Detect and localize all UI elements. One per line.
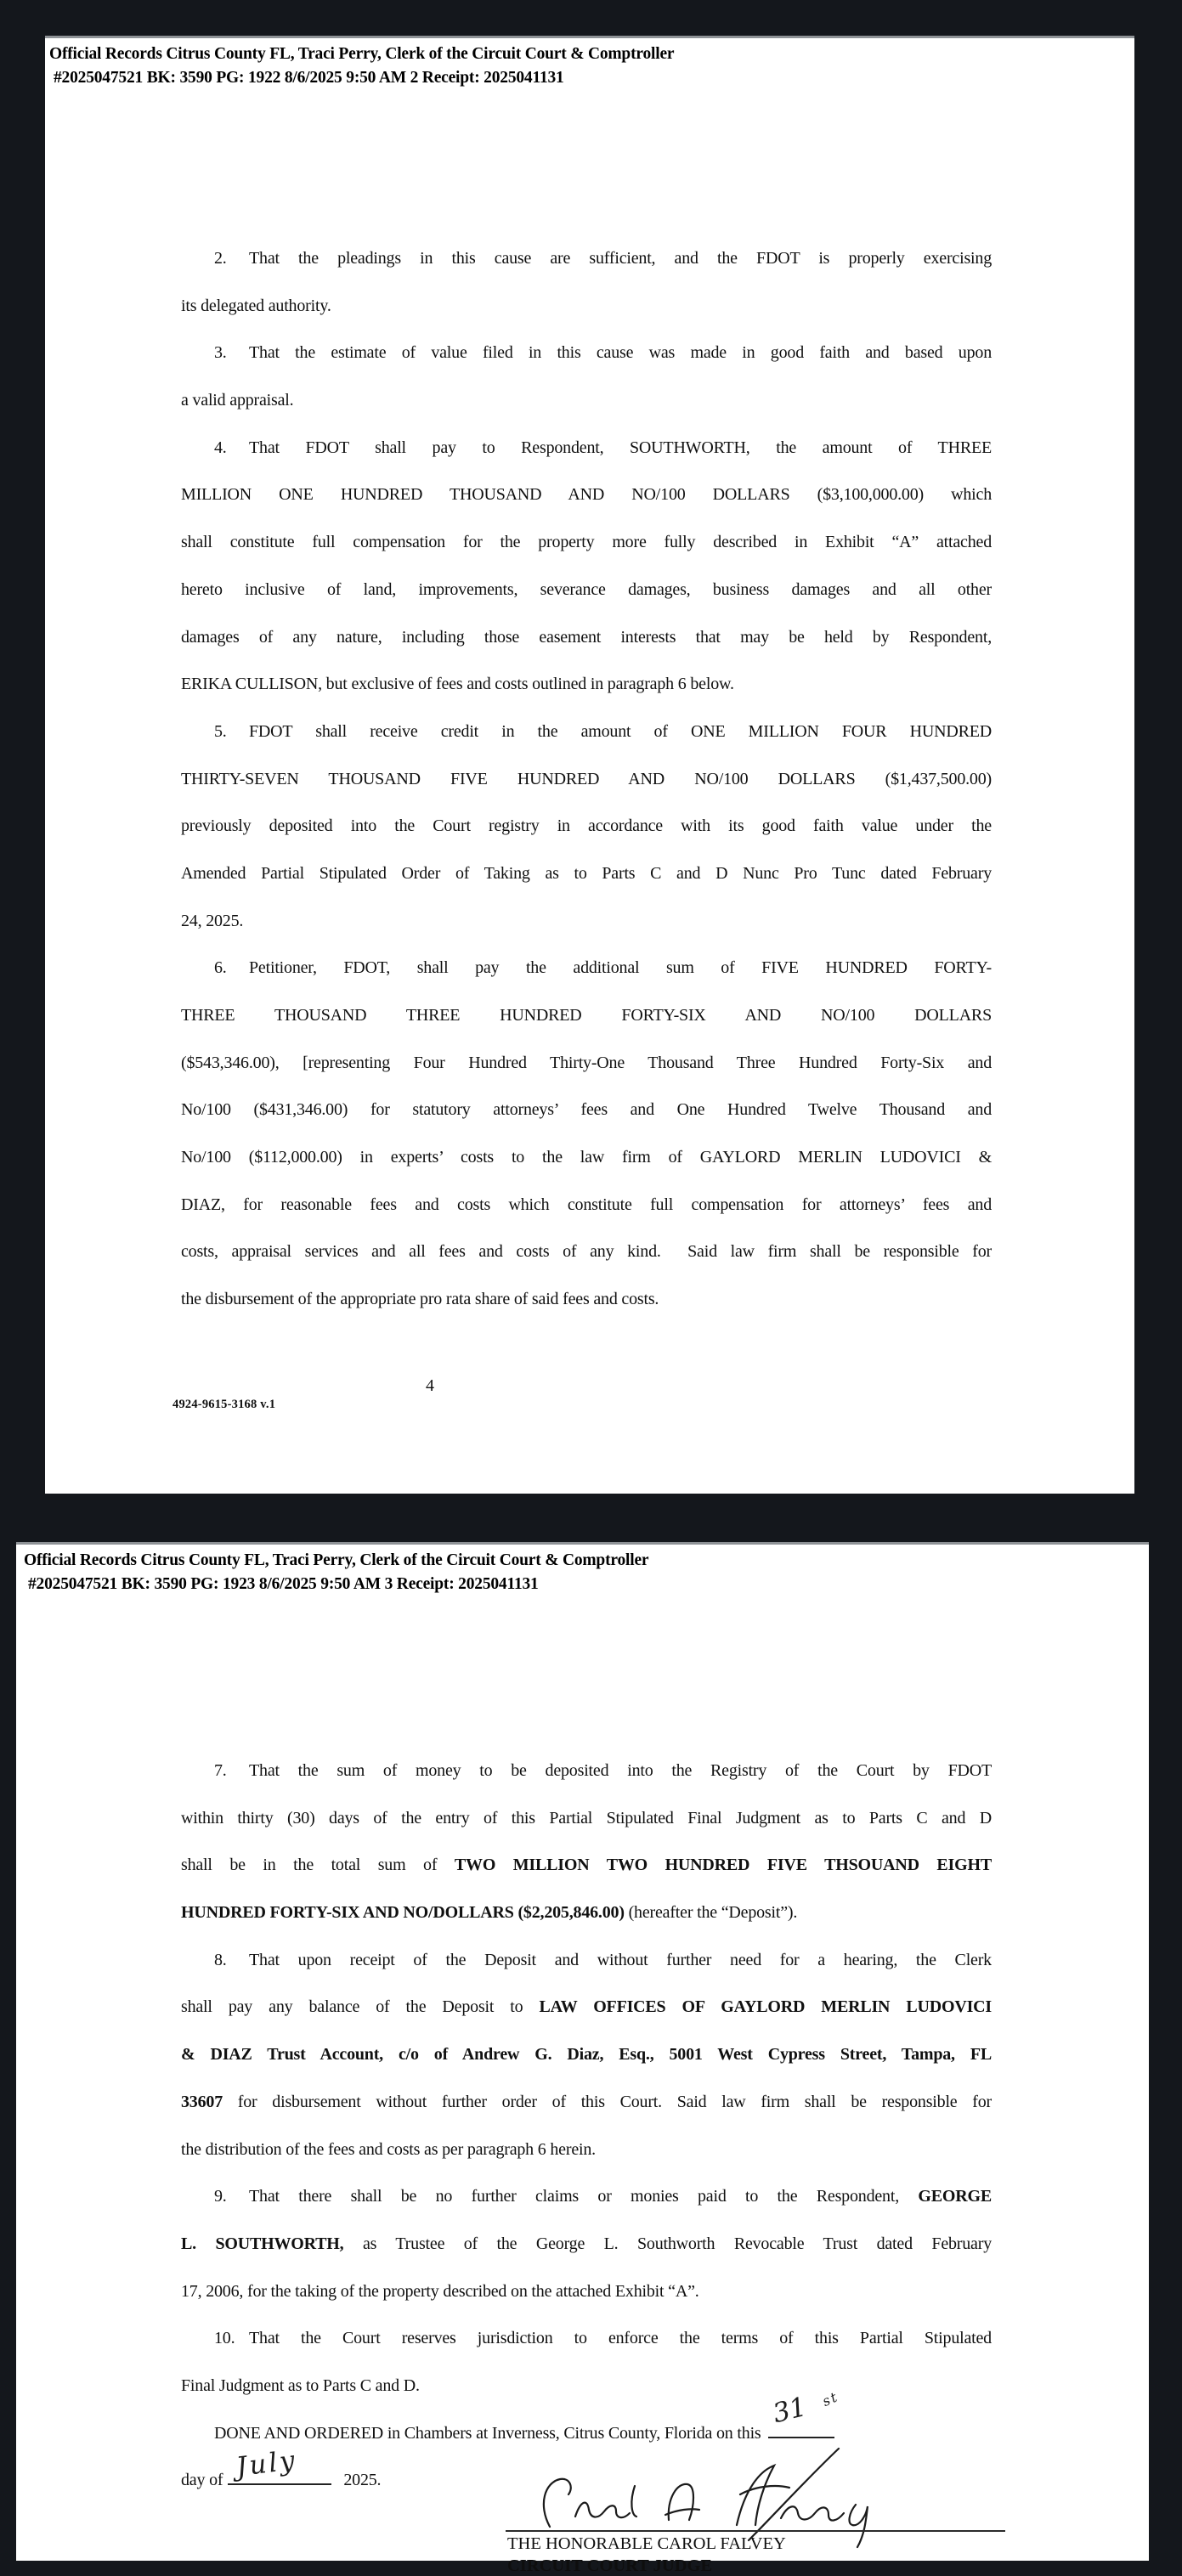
text-line: shall pay any balance of the Deposit to LAW OFFICES OF GAYLORD MERLIN LUDOVICI [181,1997,992,2017]
page-1-body [181,235,992,1324]
paragraph-number: 4. [214,438,227,457]
paragraph-number: 8. [214,1950,227,1969]
done-ordered-line: DONE AND ORDERED in Chambers at Inverness, Citrus County, Florida on this 31 st [181,2410,992,2458]
year-text: 2025. [343,2471,382,2490]
document-page-2 [16,1542,1149,2575]
paragraph-number: 5. [214,721,227,741]
text-line: previously deposited into the Court registry in accordance with its good faith value under the [181,816,992,836]
text-line: HUNDRED FORTY-SIX AND NO/DOLLARS ($2,205,846.00) (hereafter the “Deposit”). [181,1903,798,1923]
handwritten-month-blank [228,2445,331,2485]
handwritten-day-suffix: st [819,2387,841,2409]
document-page-1 [45,36,1134,1494]
signature-line [506,2530,1005,2532]
paragraph-number: 3. [214,343,227,363]
page-number: 4 [426,1376,434,1395]
text-line: costs, appraisal services and all fees and costs of any kind. Said law firm shall be responsible for [181,1242,992,1262]
recording-stamp-line-2: #2025047521 BK: 3590 PG: 1922 8/6/2025 9:50 AM 2 Receipt: 2025041131 [54,69,564,87]
text-line: shall constitute full compensation for the property more fully described in Exhibit “A” attached [181,533,992,552]
text-line: the distribution of the fees and costs as per paragraph 6 herein. [181,2139,596,2159]
text-line: L. SOUTHWORTH, as Trustee of the George L. Southworth Revocable Trust dated February [181,2234,992,2253]
paragraph-number: 7. [214,1761,227,1780]
text-line: 8. That upon receipt of the Deposit and without further need for a hearing, the Clerk [181,1937,992,1985]
judge-title: CIRCUIT COURT JUDGE [507,2556,713,2575]
text-line: shall be in the total sum of TWO MILLION TWO HUNDRED FIVE THSOUAND EIGHT [181,1856,992,1875]
text-line: 4. That FDOT shall pay to Respondent, SOUTHWORTH, the amount of THREE [181,425,992,472]
text-line: 33607 for disbursement without further order of this Court. Said law firm shall be responsible for [181,2092,992,2111]
paragraph-number: 10. [214,2329,235,2348]
text-line: 7. That the sum of money to be deposited into the Registry of the Court by FDOT [181,1748,992,1795]
text-line: a valid appraisal. [181,391,294,410]
text-line: within thirty (30) days of the entry of this Partial Stipulated Final Judgment as to Parts C and D [181,1808,992,1827]
text-line: Final Judgment as to Parts C and D. [181,2375,420,2395]
handwritten-day-blank [768,2387,841,2438]
text-line: 2. That the pleadings in this cause are sufficient, and the FDOT is properly exercising [181,235,992,283]
text-line: its delegated authority. [181,296,331,315]
recording-stamp [24,1549,648,1596]
text-line: THIRTY-SEVEN THOUSAND FIVE HUNDRED AND NO/100 DOLLARS ($1,437,500.00) [181,769,992,788]
text-line: 9. That there shall be no further claims or monies paid to the Respondent, GEORGE [181,2173,992,2221]
text-line: 24, 2025. [181,911,244,930]
text-line: ERIKA CULLISON, but exclusive of fees and costs outlined in paragraph 6 below. [181,675,734,694]
recording-stamp [49,42,674,90]
text-line: 10. That the Court reserves jurisdiction to enforce the terms of this Partial Stipulated [181,2315,992,2363]
text-line: 3. That the estimate of value filed in this cause was made in good faith and based upon [181,330,992,377]
handwritten-month: July [235,2445,299,2483]
text-line: & DIAZ Trust Account, c/o of Andrew G. Diaz, Esq., 5001 West Cypress Street, Tampa, FL [181,2045,992,2065]
text-line: ($543,346.00), [representing Four Hundred Thirty-One Thousand Three Hundred Forty-Six and [181,1053,992,1072]
paragraph-number: 6. [214,958,227,978]
page-2-body [181,1748,992,2505]
recording-stamp-line-2: #2025047521 BK: 3590 PG: 1923 8/6/2025 9:50 AM 3 Receipt: 2025041131 [28,1575,539,1593]
text-line: THREE THOUSAND THREE HUNDRED FORTY-SIX AND NO/100 DOLLARS [181,1006,992,1025]
paragraph-number: 2. [214,249,227,268]
text-line: DIAZ, for reasonable fees and costs which constitute full compensation for attorneys’ fees and [181,1195,992,1214]
document-id-footer: 4924-9615-3168 v.1 [172,1398,276,1411]
recording-stamp-line-1: Official Records Citrus County FL, Traci Perry, Clerk of the Circuit Court & Comptroller [49,45,675,63]
text-line: damages of any nature, including those easement interests that may be held by Respondent, [181,627,992,647]
text-line: 6. Petitioner, FDOT, shall pay the additional sum of FIVE HUNDRED FORTY- [181,945,992,992]
day-of-line: day of July 2025. [181,2457,992,2505]
text-line: the disbursement of the appropriate pro rata share of said fees and costs. [181,1290,659,1309]
paragraph-number: 9. [214,2187,227,2206]
text-line: No/100 ($431,346.00) for statutory attorneys’ fees and One Hundred Twelve Thousand and [181,1100,992,1120]
judge-name: THE HONORABLE CAROL FALVEY [507,2534,786,2553]
recording-stamp-line-1: Official Records Citrus County FL, Traci Perry, Clerk of the Circuit Court & Comptroller [24,1551,649,1569]
text-line: 5. FDOT shall receive credit in the amount of ONE MILLION FOUR HUNDRED [181,709,992,756]
handwritten-day: 31 [769,2391,810,2429]
text-line: MILLION ONE HUNDRED THOUSAND AND NO/100 DOLLARS ($3,100,000.00) which [181,485,992,505]
text-line: No/100 ($112,000.00) in experts’ costs to the law firm of GAYLORD MERLIN LUDOVICI & [181,1148,992,1167]
text-line: Amended Partial Stipulated Order of Taking as to Parts C and D Nunc Pro Tunc dated February [181,863,992,883]
text-line: 17, 2006, for the taking of the property described on the attached Exhibit “A”. [181,2281,699,2301]
text-line: hereto inclusive of land, improvements, severance damages, business damages and all other [181,579,992,599]
